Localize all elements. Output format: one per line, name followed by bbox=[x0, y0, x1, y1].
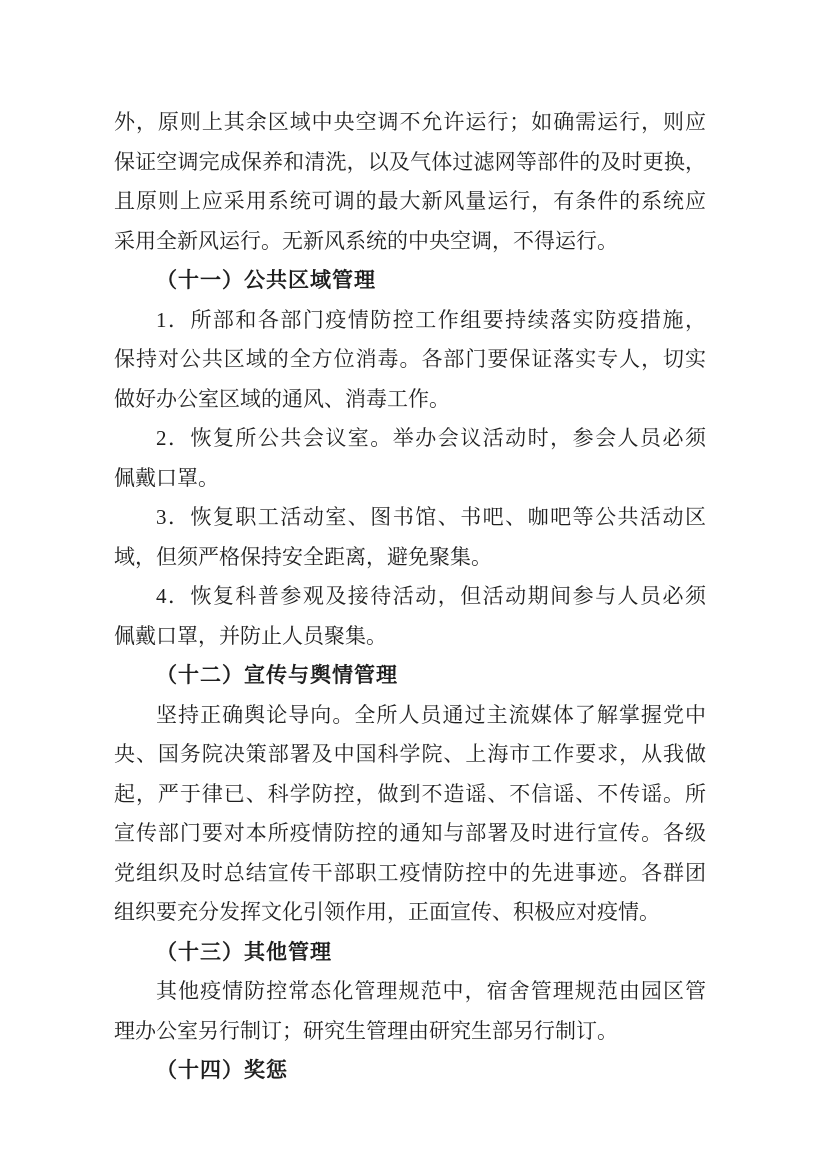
body-text-line: 4．恢复科普参观及接待活动，但活动期间参与人员必须 bbox=[156, 584, 706, 608]
section-heading: （十一）公共区域管理 bbox=[156, 269, 376, 292]
body-text-line: 采用全新风运行。无新风系统的中央空调，不得运行。 bbox=[114, 228, 618, 253]
body-text-line: 组织要充分发挥文化引领作用，正面宣传、积极应对疫情。 bbox=[114, 900, 660, 924]
body-text-line: 3．恢复职工活动室、图书馆、书吧、咖吧等公共活动区 bbox=[156, 505, 706, 529]
body-text-line: 且原则上应采用系统可调的最大新风量运行，有条件的系统应 bbox=[114, 189, 706, 213]
section-heading: （十三）其他管理 bbox=[156, 940, 332, 964]
body-text-line: 央、国务院决策部署及中国科学院、上海市工作要求，从我做 bbox=[114, 742, 706, 766]
body-text-line: 外，原则上其余区域中央空调不允许运行；如确需运行，则应 bbox=[114, 110, 706, 134]
body-text-line: 做好办公室区域的通风、消毒工作。 bbox=[114, 386, 450, 411]
section-heading: （十四）奖惩 bbox=[156, 1059, 288, 1082]
body-text-line: 宣传部门要对本所疫情防控的通知与部署及时进行宣传。各级 bbox=[114, 821, 706, 845]
section-heading: （十二）宣传与舆情管理 bbox=[156, 664, 398, 687]
body-text-line: 党组织及时总结宣传干部职工疫情防控中的先进事迹。各群团 bbox=[114, 860, 706, 885]
body-text-line: 保证空调完成保养和清洗，以及气体过滤网等部件的及时更换， bbox=[114, 149, 706, 174]
body-text-line: 佩戴口罩，并防止人员聚集。 bbox=[114, 623, 387, 648]
body-text-line: 其他疫情防控常态化管理规范中，宿舍管理规范由园区管 bbox=[156, 979, 706, 1003]
body-text-line: 理办公室另行制订；研究生管理由研究生部另行制订。 bbox=[114, 1018, 618, 1043]
body-text-line: 佩戴口罩。 bbox=[114, 465, 219, 490]
body-text-line: 2．恢复所公共会议室。举办会议活动时，参会人员必须 bbox=[156, 426, 706, 450]
body-text-line: 坚持正确舆论导向。全所人员通过主流媒体了解掌握党中 bbox=[156, 702, 706, 727]
document-content bbox=[114, 103, 706, 1091]
body-text-line: 起，严于律已、科学防控，做到不造谣、不信谣、不传谣。所 bbox=[114, 781, 706, 806]
body-text-line: 保持对公共区域的全方位消毒。各部门要保证落实专人，切实 bbox=[114, 347, 706, 371]
body-text-line: 1．所部和各部门疫情防控工作组要持续落实防疫措施， bbox=[156, 307, 706, 332]
body-text-line: 域，但须严格保持安全距离，避免聚集。 bbox=[114, 544, 492, 569]
